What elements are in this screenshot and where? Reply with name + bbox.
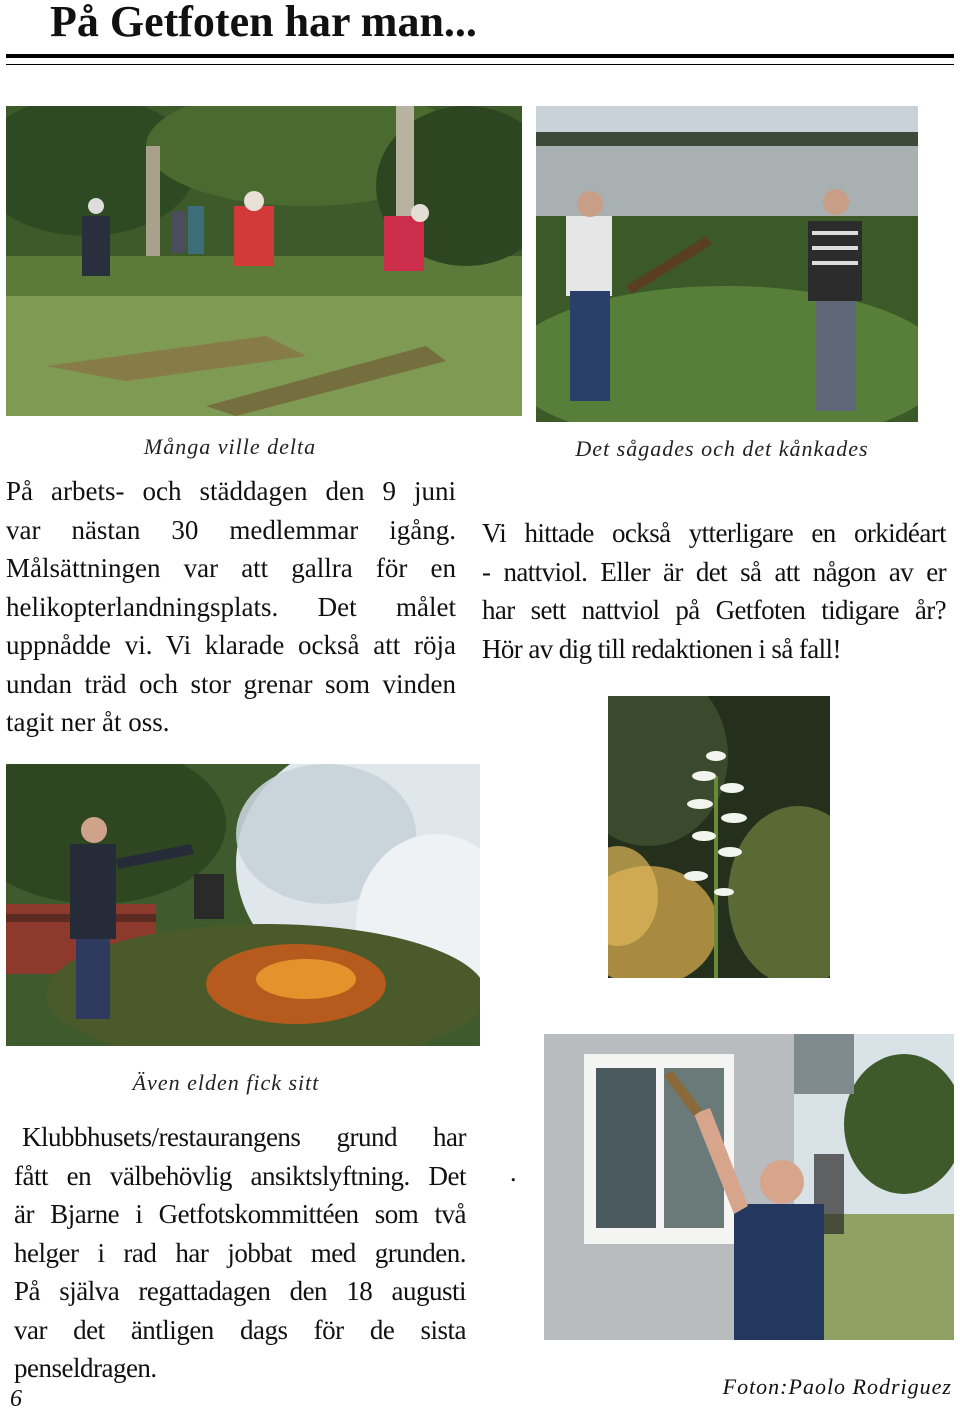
text-line: Hör av dig till redaktionen i så fall! bbox=[482, 633, 841, 664]
article-paragraph-orchid bbox=[482, 514, 946, 668]
text-line: fått en välbehövlig ansiktslyftning. Det bbox=[14, 1160, 466, 1191]
text-line: Vi hittade också ytterligare en orkidéart bbox=[482, 518, 946, 548]
article-paragraph-workday bbox=[6, 472, 456, 742]
photo-painting-clubhouse bbox=[544, 1034, 954, 1340]
article-paragraph-clubhouse bbox=[14, 1118, 466, 1388]
stray-period: . bbox=[510, 1158, 517, 1187]
text-line: På själva regattadagen den 18 augusti bbox=[14, 1276, 466, 1306]
caption-bonfire: Även elden fick sitt bbox=[132, 1070, 320, 1095]
photo-sawing-by-lake bbox=[536, 106, 918, 422]
text-line: undan träd och stor grenar som vinden bbox=[6, 668, 456, 699]
photo-bonfire bbox=[6, 764, 480, 1046]
page-title: På Getfoten har man... bbox=[50, 0, 477, 46]
title-rule-thin bbox=[6, 64, 954, 65]
text-line: var nästan 30 medlemmar igång. bbox=[6, 514, 456, 545]
text-line: helikopterlandningsplats. Det målet bbox=[6, 591, 456, 622]
text-line: är Bjarne i Getfotskommittéen som två bbox=[14, 1199, 466, 1229]
text-line: tagit ner åt oss. bbox=[6, 707, 170, 737]
caption-sawing: Det sågades och det kånkades bbox=[575, 436, 869, 461]
caption-volunteers: Många ville delta bbox=[143, 434, 317, 459]
text-line: uppnådde vi. Vi klarade också att röja bbox=[6, 630, 456, 660]
text-line: helger i rad har jobbat med grunden. bbox=[14, 1237, 466, 1268]
photo-volunteers-clearing bbox=[6, 106, 522, 416]
photo-orchid-nattviol bbox=[608, 696, 830, 978]
text-line: har sett nattviol på Getfoten tidigare år? bbox=[482, 595, 946, 625]
page-number: 6 bbox=[10, 1386, 22, 1412]
text-line: penseldragen. bbox=[14, 1353, 157, 1383]
text-line: Klubbhusets/restaurangens grund har bbox=[22, 1122, 466, 1152]
text-line: var det äntligen dags för de sista bbox=[14, 1314, 466, 1345]
text-line: Målsättningen var att gallra för en bbox=[6, 553, 456, 583]
title-rule-thick bbox=[6, 54, 954, 58]
text-line: - nattviol. Eller är det så att någon av er bbox=[482, 556, 946, 587]
text-line: På arbets- och städdagen den 9 juni bbox=[6, 476, 456, 506]
photo-credit: Foton:Paolo Rodriguez bbox=[722, 1374, 952, 1399]
